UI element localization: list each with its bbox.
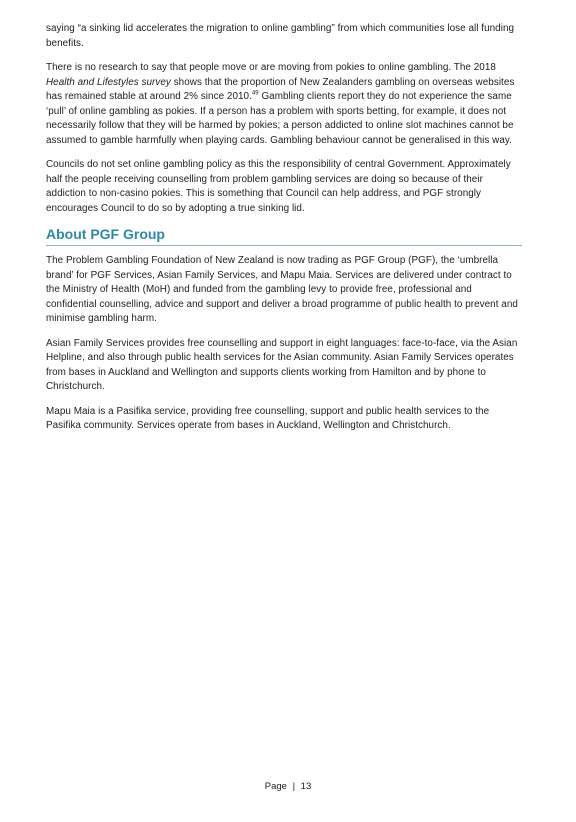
paragraph-pgf — [46, 254, 522, 327]
paragraph-intro-tail-text: saying “a sinking lid accelerates the migration to online gambling” from which communities lose all funding benefits. — [46, 23, 515, 49]
paragraph-mapu-text: Mapu Maia is a Pasifika service, providing free counselling, support and public health services to the Pasifika community. Services operate from bases in Auckland, Wellington and Christchurch. — [46, 405, 490, 431]
page-separator: | — [292, 781, 296, 792]
paragraph-research-part3: Gambling clients report they do not experience the same ‘pull’ of online gambling as pokies. If a person has a problem with sports betting, for example, it does not necessarily follow that they will be harmed by pokies; a person addicted to online slot machines cannot be assumed to gamble harmfully when playing cards. Gambling behaviour cannot be generalised in this way. — [46, 91, 514, 146]
page-number: 13 — [300, 781, 312, 792]
survey-name: Health and Lifestyles survey — [46, 76, 171, 88]
paragraph-research — [46, 61, 522, 148]
section-heading-block — [46, 225, 522, 246]
section-heading: About PGF Group — [46, 226, 165, 242]
paragraph-intro-tail — [46, 22, 522, 51]
paragraph-asian-text: Asian Family Services provides free counselling and support in eight languages: face-to-face, via the Asian Helpline, and also through public health services for the Asian community. Asian Family Services operates from bases in Auckland and Wellington and supports clients working from Hamilton and by phone to Christchurch. — [46, 337, 518, 392]
page-footer — [0, 781, 576, 793]
paragraph-research-part1: There is no research to say that people move or are moving from pokies to online gambling. The 2018 — [46, 62, 496, 73]
paragraph-pgf-text: The Problem Gambling Foundation of New Zealand is now trading as PGF Group (PGF), the ‘umbrella brand’ for PGF Services, Asian Family Services, and Mapu Maia. Services are delivered under contract to the Ministry of Health (MoH) and funded from the gambling levy to provide free, professional and confidential counselling, advice and support and deliver a broad programme of public health to prevent and minimise gambling harm. — [46, 255, 518, 324]
paragraph-councils — [46, 158, 522, 216]
page-label: Page — [264, 781, 287, 792]
paragraph-councils-text: Councils do not set online gambling policy as this the responsibility of central Government. Approximately half the people receiving counselling from problem gambling services are doing so because of their addiction to non-casino pokies. This is something that Council can help address, and PGF strongly encourages Council to do so by adopting a true sinking lid. — [46, 159, 511, 214]
paragraph-research-part2: shows that the proportion of New Zealanders gambling on overseas websites has remained stable at around 2% since 2010. — [46, 76, 515, 102]
paragraph-asian-family-services — [46, 337, 522, 395]
paragraph-mapu-maia — [46, 405, 522, 434]
footnote-ref[interactable]: 49 — [251, 90, 259, 97]
